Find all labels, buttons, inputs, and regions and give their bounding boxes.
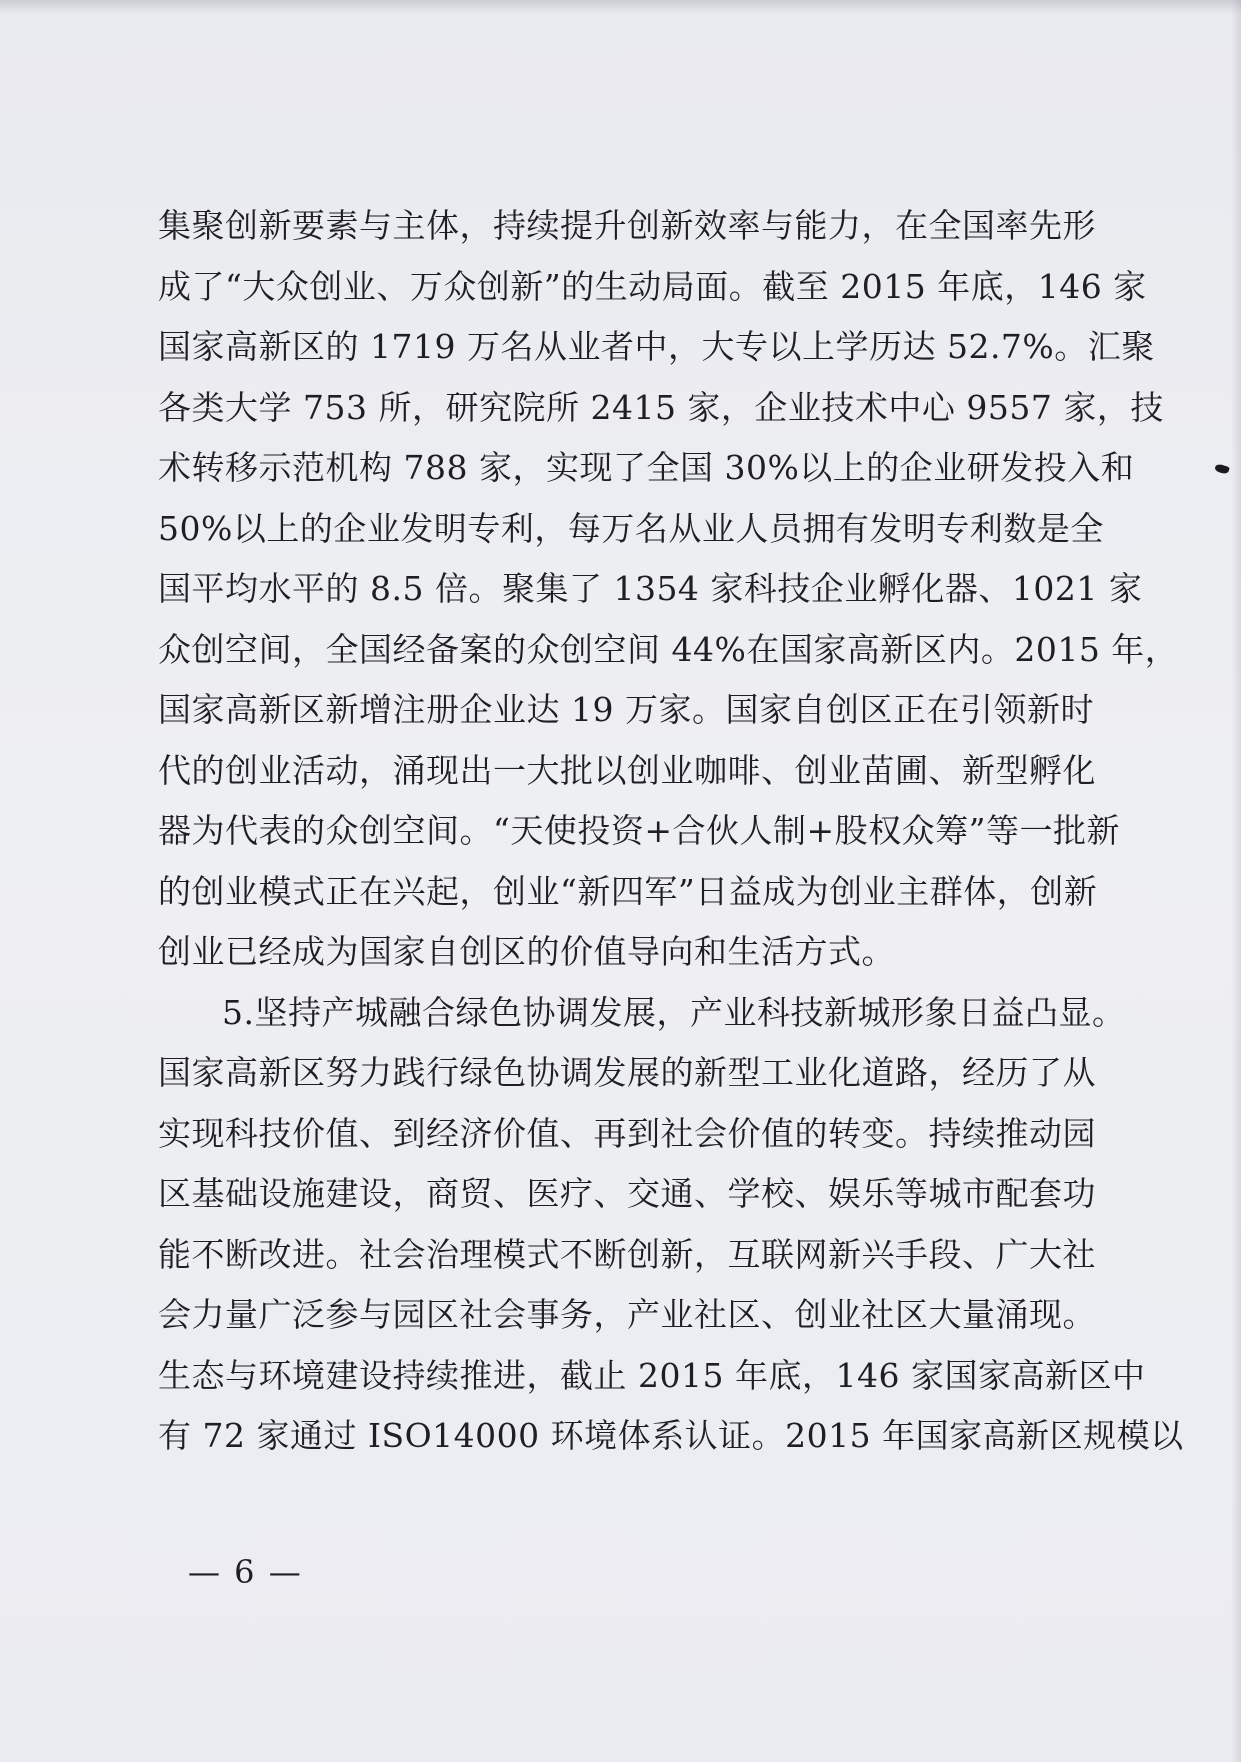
text-line: 区基础设施建设，商贸、医疗、交通、学校、娱乐等城市配套功 (158, 1174, 1096, 1213)
text-line: 国家高新区的 1719 万名从业者中，大专以上学历达 52.7%。汇聚 (158, 327, 1155, 366)
text-line: 的创业模式正在兴起，创业“新四军”日益成为创业主群体，创新 (158, 871, 1098, 911)
text-line: 国家高新区努力践行绿色协调发展的新型工业化道路，经历了从 (158, 1053, 1096, 1092)
text-line-paragraph-end: 创业已经成为国家自创区的价值导向和生活方式。 (158, 932, 895, 971)
body-text (158, 196, 1184, 1467)
text-line: 代的创业活动，涌现出一大批以创业咖啡、创业苗圃、新型孵化 (158, 750, 1096, 790)
text-line: 集聚创新要素与主体，持续提升创新效率与能力，在全国率先形 (158, 206, 1096, 245)
text-line: 能不断改进。社会治理模式不断创新，互联网新兴手段、广大社 (158, 1234, 1096, 1274)
text-line: 器为代表的众创空间。“天使投资+合伙人制+股权众筹”等一批新 (158, 811, 1121, 850)
text-line: 各类大学 753 所，研究院所 2415 家，企业技术中心 9557 家，技 (158, 387, 1164, 427)
text-line: 术转移示范机构 788 家，实现了全国 30%以上的企业研发投入和 (158, 448, 1135, 487)
scan-shadow-top (0, 0, 1241, 14)
text-line: 国家高新区新增注册企业达 19 万家。国家自创区正在引领新时 (158, 690, 1094, 729)
scan-speck-mark (1214, 463, 1230, 475)
text-line: 50%以上的企业发明专利，每万名从业人员拥有发明专利数是全 (158, 508, 1104, 548)
section-heading-line: 5.坚持产城融合绿色协调发展，产业科技新城形象日益凸显。 (222, 992, 1126, 1032)
text-line: 成了“大众创业、万众创新”的生动局面。截至 2015 年底，146 家 (158, 266, 1147, 306)
text-line: 生态与环境建设持续推进，截止 2015 年底，146 家国家高新区中 (158, 1355, 1146, 1395)
text-line: 会力量广泛参与园区社会事务，产业社区、创业社区大量涌现。 (158, 1295, 1096, 1334)
page-number: — 6 — (188, 1553, 303, 1591)
scan-shadow-right (1231, 0, 1241, 1762)
text-line: 众创空间，全国经备案的众创空间 44%在国家高新区内。2015 年， (158, 629, 1179, 669)
text-line: 国平均水平的 8.5 倍。聚集了 1354 家科技企业孵化器、1021 家 (158, 569, 1143, 608)
text-line: 有 72 家通过 ISO14000 环境体系认证。2015 年国家高新区规模以 (158, 1416, 1184, 1455)
text-line: 实现科技价值、到经济价值、再到社会价值的转变。持续推动园 (158, 1113, 1096, 1153)
